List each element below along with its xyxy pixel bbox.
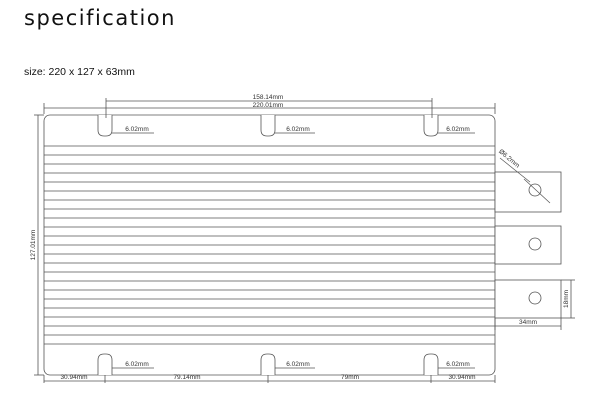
dim-top-overall: 220.01mm xyxy=(252,102,284,109)
dim-bottom-edge-right: 30.94mm xyxy=(448,374,476,381)
heatsink-fins xyxy=(44,146,495,344)
dim-bottom-span-left: 79.14mm xyxy=(173,374,201,381)
page-heading: specification xyxy=(24,6,176,30)
top-notch-left xyxy=(98,115,112,136)
bottom-notch-center xyxy=(261,354,275,375)
dim-tab-height: 18mm xyxy=(563,289,570,309)
dim-tab-depth: 34mm xyxy=(518,319,538,326)
dim-hole: Ø6.2mm xyxy=(497,148,521,170)
dim-bottom-edge-left: 30.94mm xyxy=(60,374,88,381)
top-notch-center xyxy=(261,115,275,136)
dim-height: 127.01mm xyxy=(30,229,37,261)
dim-notch-bottom-center: 6.02mm xyxy=(286,361,310,368)
dim-bottom-span-right: 79mm xyxy=(340,374,360,381)
bottom-notch-right xyxy=(424,354,438,375)
terminal-tab-2 xyxy=(495,226,561,264)
top-notch-right xyxy=(424,115,438,136)
size-text: size: 220 x 127 x 63mm xyxy=(24,66,135,78)
dim-top-inner: 158.14mm xyxy=(252,94,284,101)
dim-notch-top-left: 6.02mm xyxy=(125,126,149,133)
bottom-notch-left xyxy=(98,354,112,375)
terminal-tab-3 xyxy=(495,280,561,318)
dim-notch-top-center: 6.02mm xyxy=(286,126,310,133)
dim-notch-top-right: 6.02mm xyxy=(446,126,470,133)
dim-notch-bottom-left: 6.02mm xyxy=(125,361,149,368)
terminal-tab-1 xyxy=(495,172,561,212)
dim-notch-bottom-right: 6.02mm xyxy=(446,361,470,368)
